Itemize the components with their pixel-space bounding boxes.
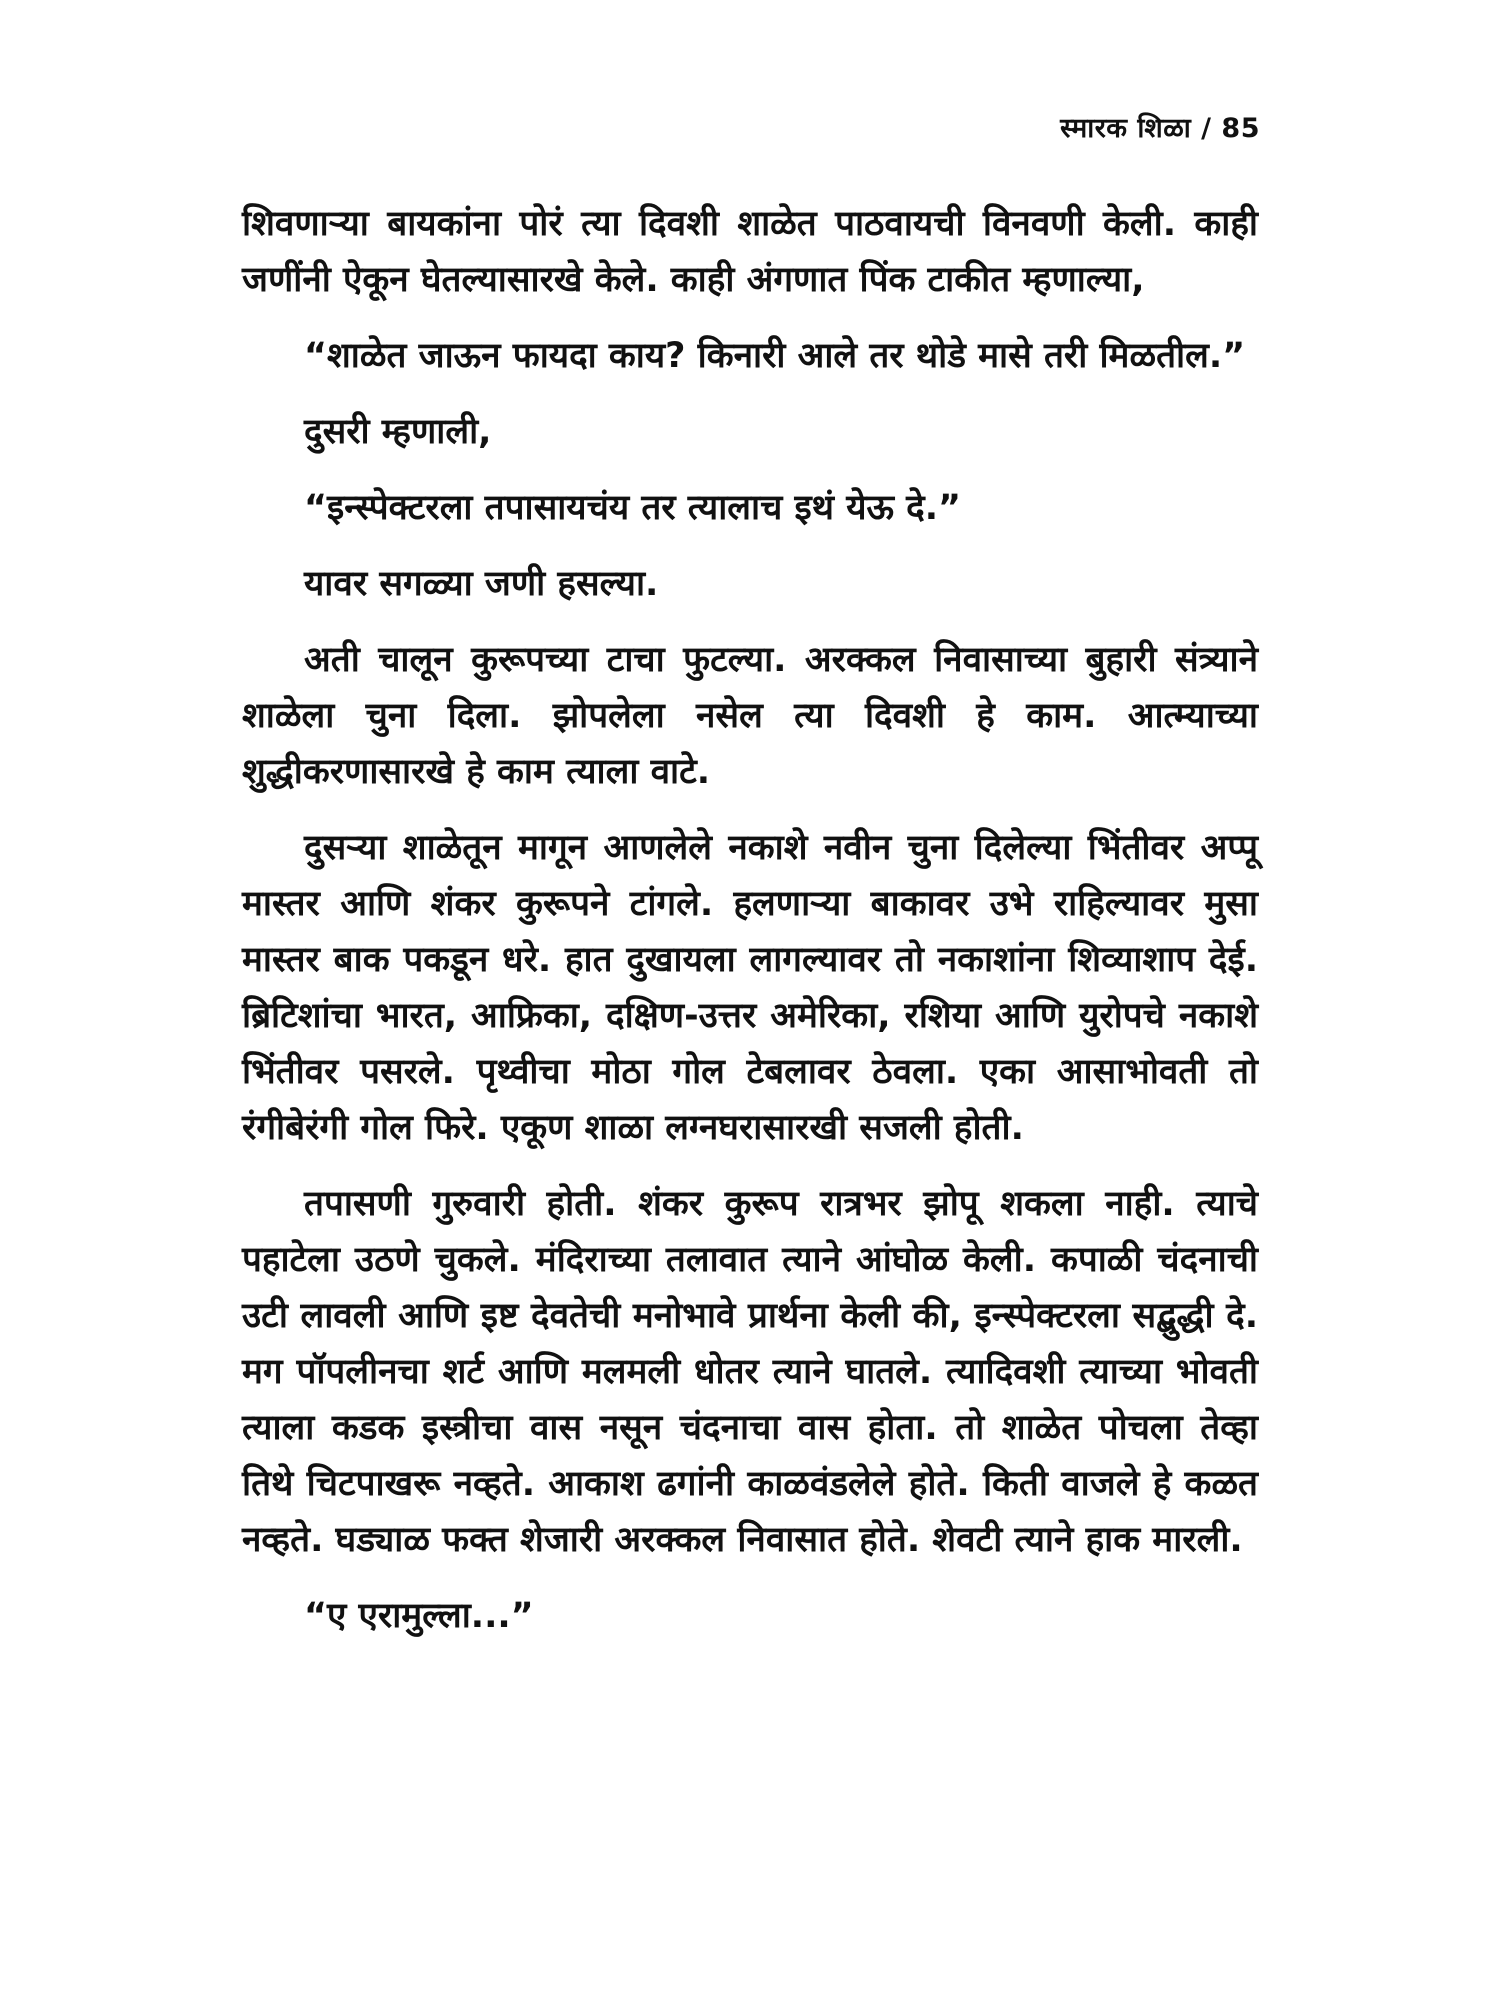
paragraph: दुसरी म्हणाली, xyxy=(304,412,492,452)
paragraph: “ए एरामुल्ला...” xyxy=(304,1596,534,1636)
paragraph: तपासणी गुरुवारी होती. शंकर कुरूप रात्रभर झोपू शकला नाही. त्याचे पहाटेला उठणे चुकले. मंदिराच्या तलावात त्याने आंघोळ केली. कपाळी चंदनाची उटी लावली आणि इष्ट देवतेची मनोभावे प्रार्थना केली की, इन्स्पेक्टरला सद्बुद्धी दे. मग पॉपलीनचा शर्ट आणि मलमली धोतर त्याने घातले. त्यादिवशी त्याच्या भोवती त्याला कडक इस्त्रीचा वास नसून चंदनाचा वास होता. तो शाळेत पोचला तेव्हा तिथे चिटपाखरू नव्हते. आकाश ढगांनी काळवंडलेले होते. किती वाजले हे कळत नव्हते. घड्याळ फक्त शेजारी अरक्कल निवासात होते. शेवटी त्याने हाक मारली. xyxy=(242,1184,1258,1560)
paragraph: दुसऱ्या शाळेतून मागून आणलेले नकाशे नवीन चुना दिलेल्या भिंतीवर अप्पू मास्तर आणि शंकर कुरूपने टांगले. हलणाऱ्या बाकावर उभे राहिल्यावर मुसा मास्तर बाक पकडून धरे. हात दुखायला लागल्यावर तो नकाशांना शिव्याशाप देई. ब्रिटिशांचा भारत, आफ्रिका, दक्षिण-उत्तर अमेरिका, रशिया आणि युरोपचे नकाशे भिंतीवर पसरले. पृथ्वीचा मोठा गोल टेबलावर ठेवला. एका आसाभोवती तो रंगीबेरंगी गोल फिरे. एकूण शाळा लग्नघरासारखी सजली होती. xyxy=(242,828,1258,1148)
paragraph: शिवणाऱ्या बायकांना पोरं त्या दिवशी शाळेत पाठवायची विनवणी केली. काही जणींनी ऐकून घेतल्यासारखे केले. काही अंगणात पिंक टाकीत म्हणाल्या, xyxy=(242,204,1258,300)
paragraph: अती चालून कुरूपच्या टाचा फुटल्या. अरक्कल निवासाच्या बुहारी संत्र्याने शाळेला चुना दिला. झोपलेला नसेल त्या दिवशी हे काम. आत्म्याच्या शुद्धीकरणासारखे हे काम त्याला वाटे. xyxy=(242,640,1258,792)
running-header: स्मारक शिळा / 85 xyxy=(1060,113,1260,144)
paragraph: “इन्स्पेक्टरला तपासायचंय तर त्यालाच इथं येऊ दे.” xyxy=(304,488,962,528)
paragraph: “शाळेत जाऊन फायदा काय? किनारी आले तर थोडे मासे तरी मिळतील.” xyxy=(304,336,1246,376)
page-body xyxy=(242,196,1258,1664)
paragraph: यावर सगळ्या जणी हसल्या. xyxy=(304,564,659,604)
